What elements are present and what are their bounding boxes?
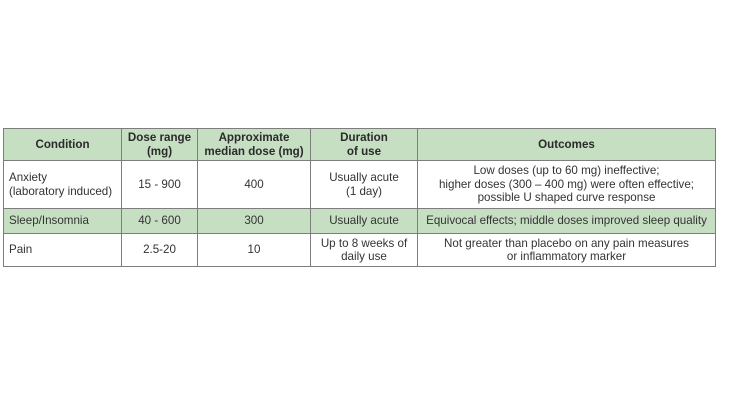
cell-condition: [4, 209, 122, 234]
cell-median-dose: [198, 234, 311, 267]
table-header-row: [4, 129, 716, 161]
cell-outcomes: [418, 234, 716, 267]
cell-text: daily use: [341, 250, 387, 263]
header-median-dose: [198, 129, 311, 161]
cell-text: 40 - 600: [138, 214, 181, 228]
header-text: of use: [346, 144, 382, 158]
cell-text: possible U shaped curve response: [477, 191, 656, 205]
table-row-pain: [4, 234, 716, 267]
cell-text: (1 day): [345, 184, 383, 198]
cell-text: 15 - 900: [138, 177, 181, 191]
header-text: Dose range: [127, 131, 192, 144]
cell-text: Not greater than placebo on any pain measures: [444, 236, 689, 250]
header-text: Outcomes: [538, 137, 595, 151]
header-condition: [4, 129, 122, 161]
cell-median-dose: [198, 209, 311, 234]
cell-dose-range: [122, 209, 198, 234]
cell-duration: [311, 209, 418, 234]
header-dose-range: [122, 129, 198, 161]
cell-text: Low doses (up to 60 mg) ineffective;: [473, 164, 660, 178]
cell-duration: [311, 234, 418, 267]
cell-outcomes: [418, 161, 716, 209]
cell-text: Sleep/Insomnia: [9, 214, 89, 228]
cell-text: higher doses (300 – 400 mg) were often effective;: [438, 177, 694, 191]
header-outcomes: [418, 129, 716, 161]
cell-text: Equivocal effects; middle doses improved sleep quality: [426, 214, 707, 228]
cell-text: or inflammatory marker: [506, 250, 627, 263]
cell-dose-range: [122, 161, 198, 209]
cell-text: 2.5-20: [143, 243, 176, 257]
header-text: Approximate: [218, 131, 290, 144]
header-text: Condition: [35, 137, 90, 151]
cell-median-dose: [198, 161, 311, 209]
dosage-outcomes-table: [3, 128, 716, 267]
cell-condition: [4, 161, 122, 209]
cell-text: 400: [244, 177, 264, 191]
cell-text: Usually acute: [329, 171, 399, 184]
cell-text: 300: [244, 214, 264, 228]
cell-duration: [311, 161, 418, 209]
cell-text: 10: [247, 243, 261, 257]
cell-text: Anxiety: [9, 171, 48, 184]
cell-dose-range: [122, 234, 198, 267]
header-duration: [311, 129, 418, 161]
cell-text: Up to 8 weeks of: [320, 236, 408, 250]
table-row-sleep-insomnia: [4, 209, 716, 234]
cell-outcomes: [418, 209, 716, 234]
cell-condition: [4, 234, 122, 267]
cell-text: Usually acute: [329, 214, 399, 228]
dosage-table-container: [3, 128, 715, 267]
header-text: median dose (mg): [204, 144, 304, 158]
header-text: Duration: [340, 131, 388, 144]
cell-text: (laboratory induced): [9, 184, 113, 198]
header-text: (mg): [146, 144, 173, 158]
cell-text: Pain: [9, 243, 33, 257]
table-row-anxiety: [4, 161, 716, 209]
